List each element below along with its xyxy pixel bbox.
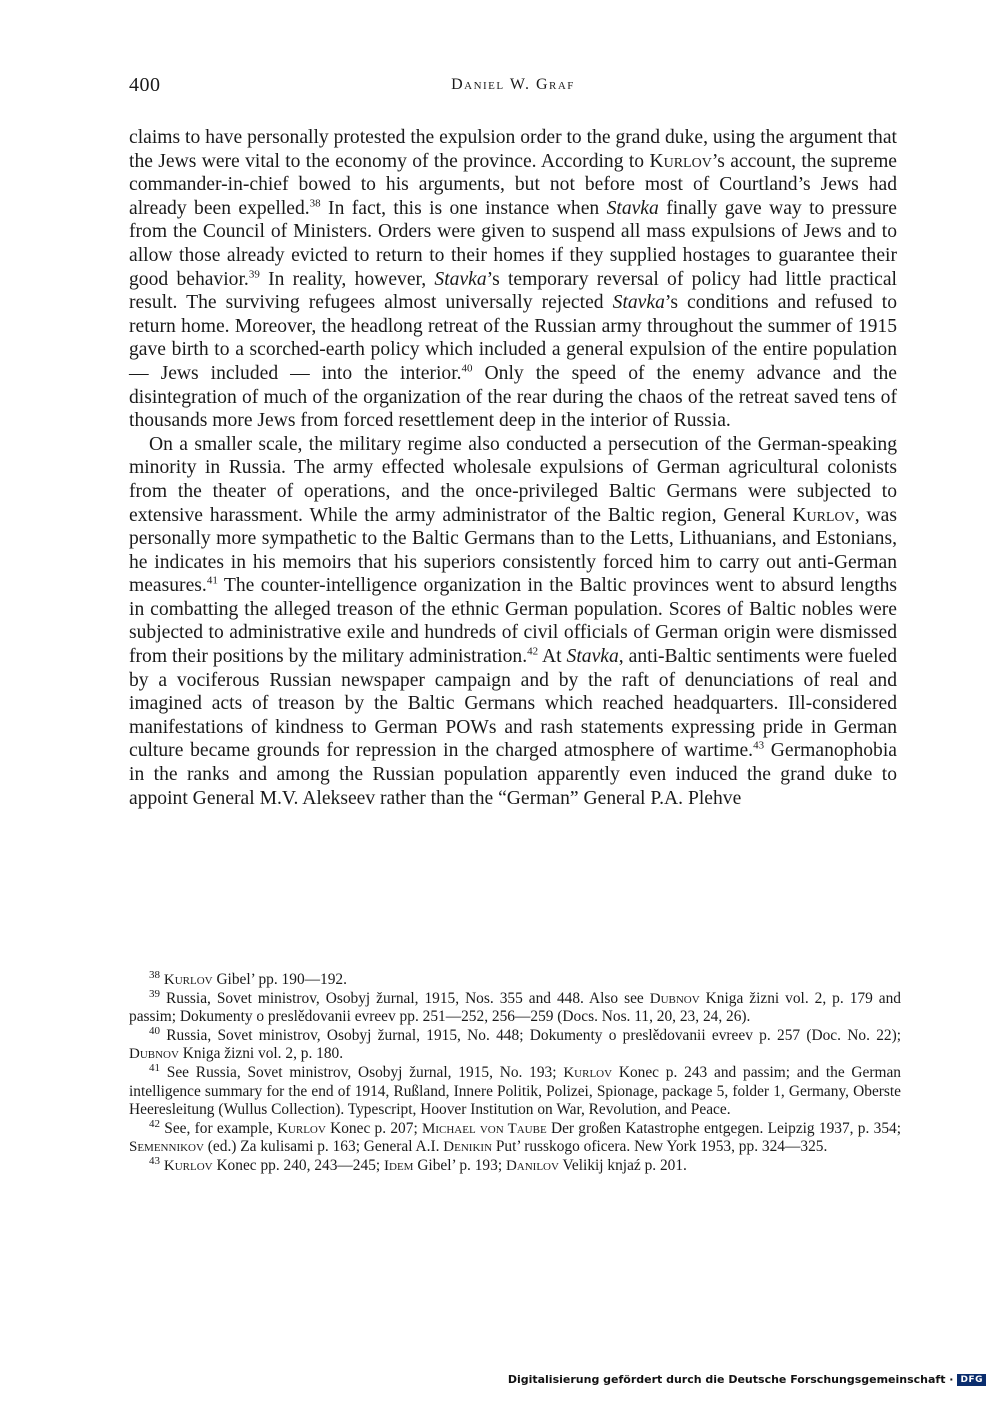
- footnote-42: $^{42}$ See, for example, Kurlov Konec p. 207; Michael von Taube Der großen Katastrophe entgegen. Leipzig 1937, p. 354; Semennikov (ed.) Za kulisami p. 163; General A.I. Denikin Put’ russkogo oficera. New York 1953, pp. 324—325.: [129, 1117, 901, 1156]
- running-head: Daniel W. Graf: [451, 76, 575, 93]
- footnote-43: $^{43}$ Kurlov Konec pp. 240, 243—245; Idem Gibel’ p. 193; Danilov Velikij knjaź p. 201.: [149, 1154, 687, 1174]
- footnote-39: $^{39}$ Russia, Sovet ministrov, Osobyj žurnal, 1915, Nos. 355 and 448. Also see Dubnov Kniga žizni vol. 2, p. 179 and passim; Dokumenty o preslědovanii evreev pp. 251—252, 256—259 (Docs. Nos. 11, 20, 23, 24, 26).: [129, 987, 901, 1026]
- page-header: [129, 74, 897, 104]
- body-text: [129, 126, 897, 810]
- footnote-38: $^{38}$ Kurlov Gibel’ pp. 190—192.: [149, 968, 347, 988]
- dfg-logo: DFG: [957, 1374, 986, 1386]
- footnote-41: $^{41}$ See Russia, Sovet ministrov, Osobyj žurnal, 1915, No. 193; Kurlov Konec p. 243 and passim; and the German intelligence summary for the end of 1914, Rußland, Innere Politik, Polizei, Spionage, package 5, folder 1, Germany, Oberste Heeresleitung (Wullus Collection). Typescript, Hoover Institution on War, Revolution, and Peace.: [129, 1061, 902, 1119]
- footnote-40: $^{40}$ Russia, Sovet ministrov, Osobyj žurnal, 1915, No. 448; Dokumenty o preslědovanii evreev p. 257 (Doc. No. 22); Dubnov Kniga žizni vol. 2, p. 180.: [129, 1024, 901, 1063]
- digitization-credit: [508, 1373, 986, 1386]
- paragraph-2: On a smaller scale, the military regime also conducted a persecution of the German-speaking minority in Russia. The army effected wholesale expulsions of German agricultural colonists from the theater of operations, and the once-privileged Baltic Germans were subjected to extensive harassment. While the army administrator of the Baltic region, General Kurlov, was personally more sympathetic to the Baltic Germans than to the Letts, Lithuanians, and Estonians, he indicates in his memoirs that his superiors consistently forced him to carry out anti-German measures.$^{41}$ The counter-intelligence organization in the Baltic provinces went to absurd lengths in combatting the alleged treason of the ethnic German population. Scores of Baltic nobles were subjected to administrative exile and hundreds of civil officials of German origin were dismissed from their positions by the military administration.$^{42}$ At Stavka, anti-Baltic sentiments were fueled by a vociferous Russian newspaper campaign and by the raft of denunciations of real and imagined acts of treason by the Baltic Germans which reached headquarters. Ill-considered manifestations of kindness to German POWs and rash statements expressing pride in German culture became grounds for repression in the charged atmosphere of wartime.$^{43}$ Germanophobia in the ranks and among the Russian population apparently even induced the grand duke to appoint General M.V. Alekseev rather than the “German” General P.A. Plehve: [129, 433, 898, 809]
- paragraph-1: claims to have personally protested the expulsion order to the grand duke, using the argument that the Jews were vital to the economy of the province. According to Kurlov’s account, the supreme commander-in-chief bowed to his arguments, but not before most of Courtland’s Jews had already been expelled.$^{38}$ In fact, this is one instance when Stavka finally gave way to pressure from the Council of Ministers. Orders were given to suspend all mass expulsions of Jews and to allow those already evicted to return to their homes if they supplied hostages to guarantee their good behavior.$^{39}$ In reality, however, Stavka’s temporary reversal of policy had little practical result. The surviving refugees almost universally rejected Stavka’s conditions and refused to return home. Moreover, the headlong retreat of the Russian army throughout the summer of 1915 gave birth to a scorched-earth policy which included a general expulsion of the entire population — Jews included — into the interior.$^{40}$ Only the speed of the enemy advance and the disintegration of much of the organization of the rear during the chaos of the retreat saved tens of thousands more Jews from forced resettlement deep in the interior of Russia.: [129, 127, 898, 432]
- credit-text: Digitalisierung gefördert durch die Deutsche Forschungsgemeinschaft ·: [507, 1373, 954, 1386]
- page-number: 400: [129, 74, 161, 96]
- footnotes: [129, 968, 902, 1176]
